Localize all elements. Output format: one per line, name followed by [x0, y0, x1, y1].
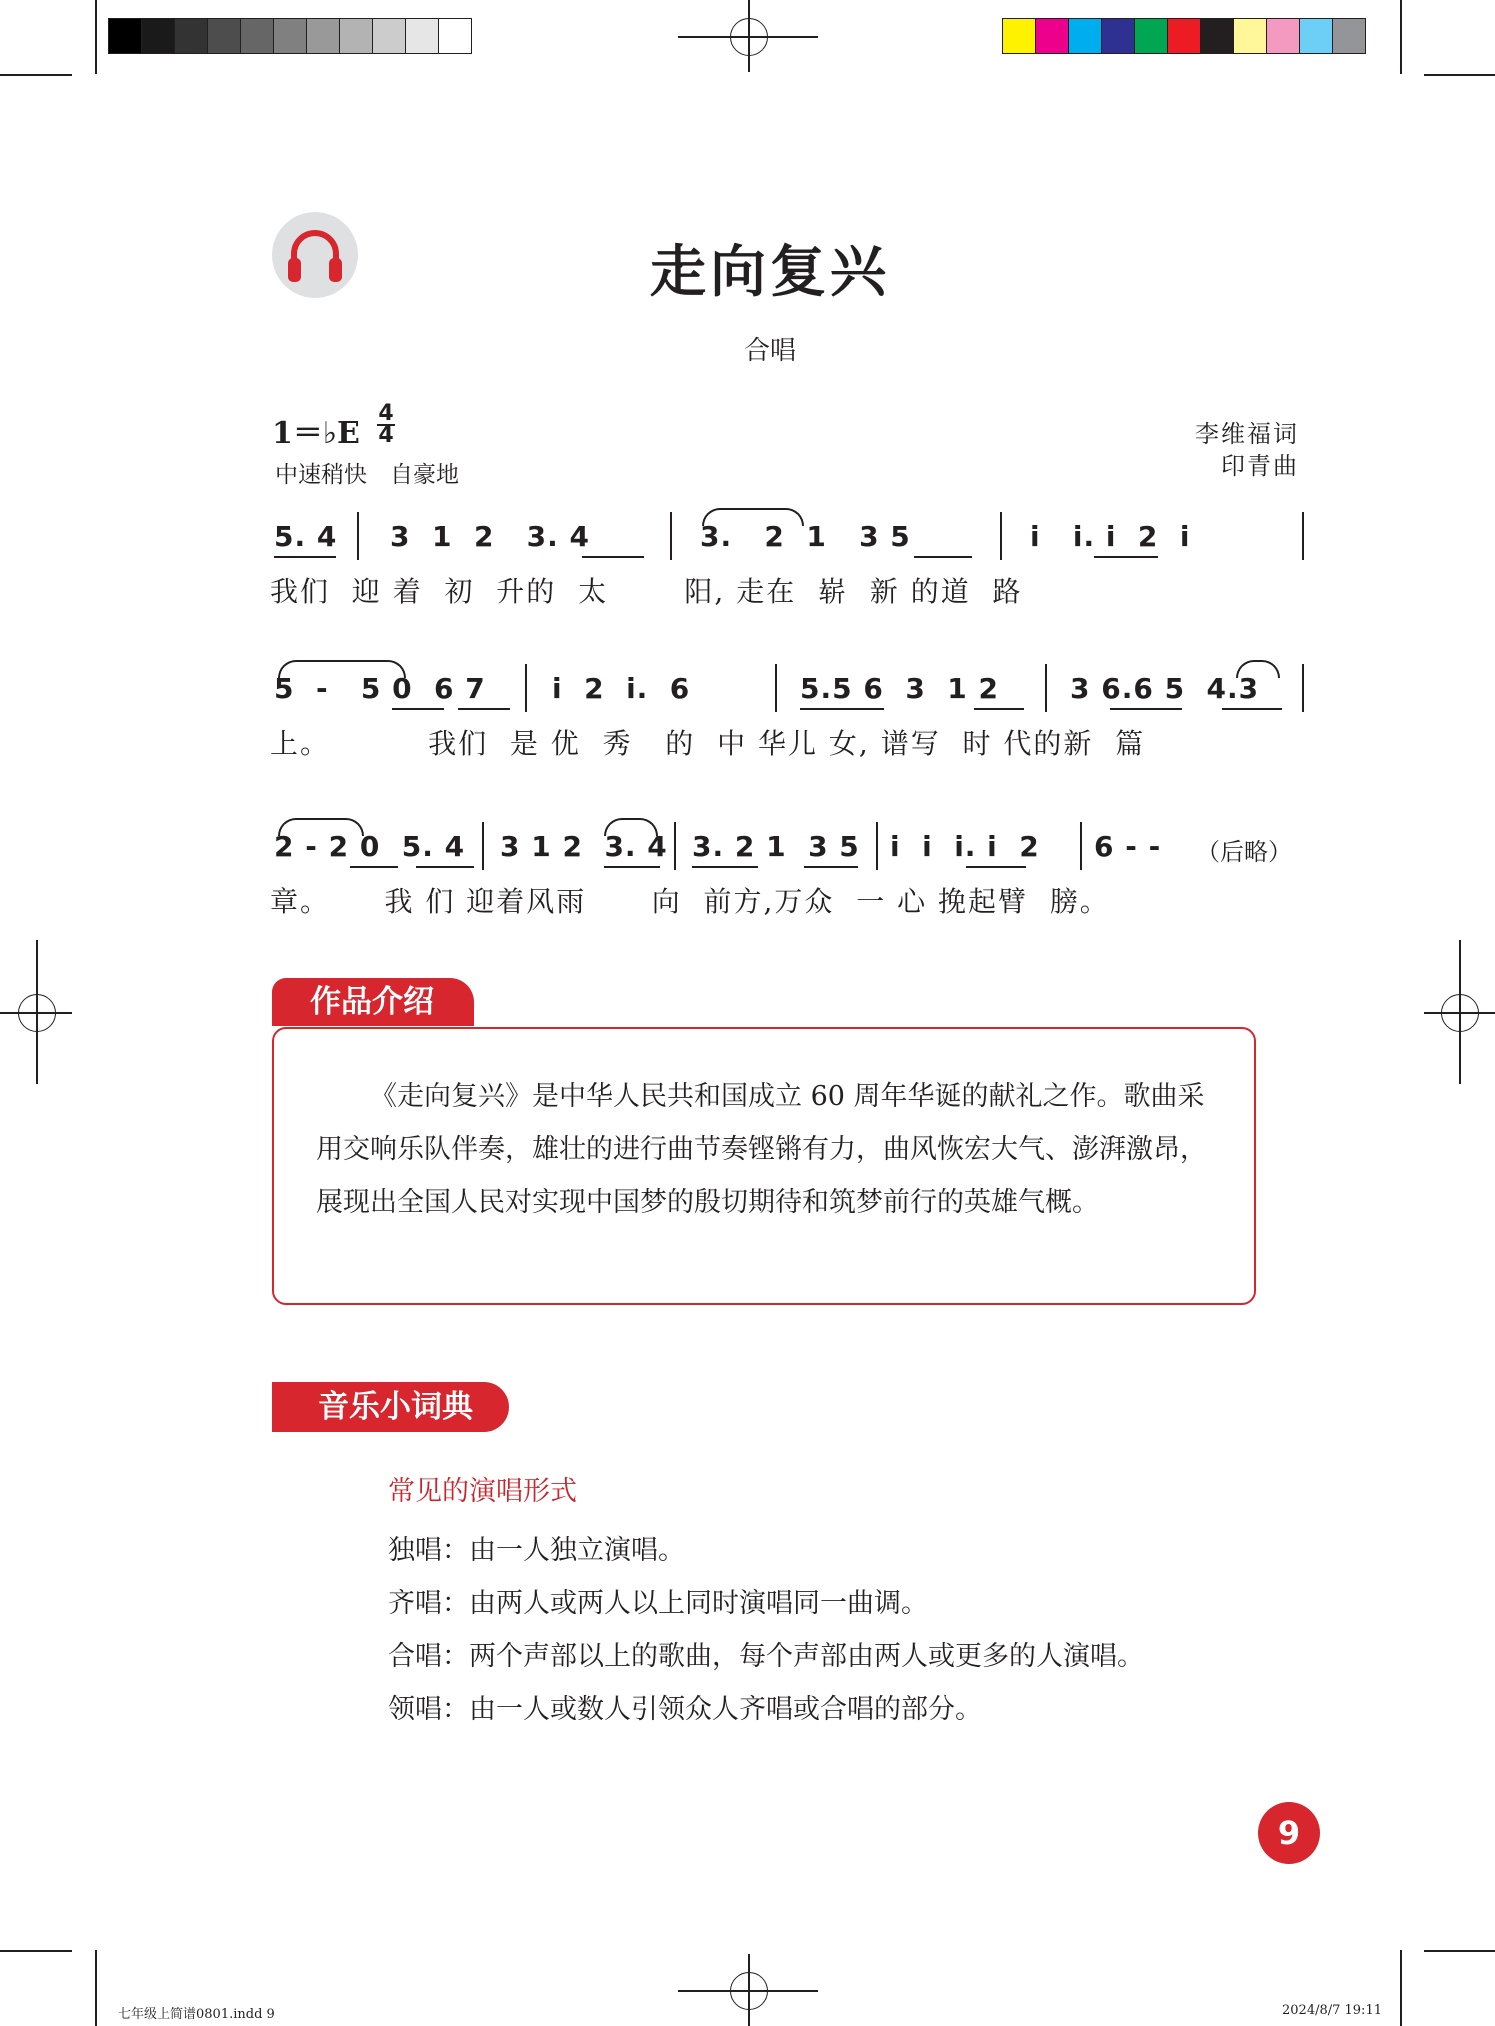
intro-section-tab: 作品介绍: [272, 978, 474, 1026]
beam-underline: [1222, 708, 1282, 710]
lyrics-line: 上。 我们 是 优 秀 的 中 华儿 女, 谱写 时 代的新 篇: [270, 727, 1146, 760]
omitted-note: （后略）: [1196, 838, 1292, 866]
crop-mark: [0, 1950, 72, 1952]
crop-mark: [95, 1950, 97, 2026]
dictionary-item: 合唱：两个声部以上的歌曲，每个声部由两人或更多的人演唱。: [388, 1641, 1144, 1672]
beam-underline: [804, 866, 858, 868]
barline: [482, 822, 484, 870]
barline: [775, 664, 777, 712]
crop-mark: [95, 0, 97, 74]
beam-underline: [966, 866, 1026, 868]
score-measure: 3. 2 1 3 5: [700, 520, 911, 553]
beam-underline: [274, 556, 336, 558]
crop-mark: [0, 74, 72, 76]
barline: [1045, 664, 1047, 712]
dictionary-item: 齐唱：由两人或两人以上同时演唱同一曲调。: [388, 1588, 928, 1619]
registration-mark: [18, 994, 56, 1032]
time-top: 4: [378, 401, 394, 426]
registration-mark: [730, 1972, 768, 2010]
barline: [876, 822, 878, 870]
intro-text: 《走向复兴》是中华人民共和国成立 60 周年华诞的献礼之作。歌曲采用交响乐队伴奏，雄壮的进行曲节奏铿锵有力，曲风恢宏大气、澎湃激昂，展现出全国人民对实现中国梦的殷切期待和筑梦前行的英雄气概。: [316, 1081, 1207, 1218]
crop-mark: [1424, 74, 1495, 76]
tie-slur: [278, 818, 364, 836]
barline: [1080, 822, 1082, 870]
beam-underline: [974, 708, 1024, 710]
score-measure: 3 6.6 5 4.3: [1070, 672, 1260, 705]
tempo-marking: 中速稍快 自豪地: [275, 462, 459, 488]
time-bottom: 4: [378, 423, 394, 448]
footer-timestamp: 2024/8/7 19:11: [1282, 2003, 1382, 2018]
tie-slur: [604, 818, 658, 836]
grayscale-bar: [108, 18, 472, 54]
beam-underline: [582, 556, 644, 558]
score-measure: i i. i 2 i: [1030, 520, 1191, 553]
beam-underline: [914, 556, 972, 558]
headphone-icon[interactable]: [272, 212, 358, 298]
barline: [1302, 664, 1304, 712]
page-number: 9: [1258, 1802, 1320, 1864]
beam-underline: [350, 866, 398, 868]
song-subtitle: 合唱: [743, 336, 796, 366]
score-measure: 5 - 5 0 6 7: [274, 672, 486, 705]
time-signature: [377, 401, 395, 448]
score-measure: 5. 4: [274, 520, 338, 553]
dictionary-heading: 常见的演唱形式: [388, 1476, 577, 1507]
score-measure: i 2 i. 6: [552, 672, 691, 705]
composer-credit: 印青曲: [1221, 452, 1299, 480]
beam-underline: [692, 866, 758, 868]
tie-slur: [1236, 660, 1280, 678]
dictionary-item: 领唱：由一人或数人引领众人齐唱或合唱的部分。: [388, 1694, 982, 1725]
score-measure: 2 - 2 0 5. 4: [274, 830, 466, 863]
beam-underline: [1094, 556, 1158, 558]
dictionary-item: 独唱：由一人独立演唱。: [388, 1535, 685, 1566]
page-title: 走向复兴: [650, 240, 890, 305]
barline: [1302, 512, 1304, 560]
crop-mark: [1424, 1950, 1495, 1952]
key-signature: 1＝♭E: [272, 416, 360, 451]
crop-mark: [1400, 0, 1402, 74]
beam-underline: [416, 866, 474, 868]
beam-underline: [458, 708, 510, 710]
score-measure: i i i. i 2: [890, 830, 1040, 863]
score-measure: 3 1 2 3. 4: [500, 830, 668, 863]
footer-filename: 七年级上简谱0801.indd 9: [118, 2007, 275, 2022]
barline: [1000, 512, 1002, 560]
tie-slur: [278, 660, 406, 678]
registration-mark: [1441, 994, 1479, 1032]
tie-slur: [702, 508, 804, 526]
score-measure: 6 - -: [1094, 830, 1162, 863]
color-bar: [1002, 18, 1366, 54]
lyrics-line: 我们 迎 着 初 升的 太 阳, 走在 崭 新 的道 路: [270, 575, 1023, 608]
barline: [670, 512, 672, 560]
score-measure: 5.5 6 3 1 2: [800, 672, 1000, 705]
score-measure: 3 1 2 3. 4: [390, 520, 591, 553]
beam-underline: [604, 866, 660, 868]
beam-underline: [392, 708, 444, 710]
registration-mark: [730, 18, 768, 56]
beam-underline: [800, 708, 884, 710]
dictionary-section-tab: 音乐小词典: [272, 1382, 509, 1432]
barline: [674, 822, 676, 870]
barline: [525, 664, 527, 712]
score-measure: 3. 2 1 3 5: [692, 830, 860, 863]
crop-mark: [1400, 1950, 1402, 2026]
barline: [357, 512, 359, 560]
beam-underline: [1110, 708, 1182, 710]
lyricist-credit: 李维福词: [1195, 420, 1299, 448]
lyrics-line: 章。 我 们 迎着风雨 向 前方,万众 一 心 挽起臂 膀。: [270, 885, 1110, 918]
